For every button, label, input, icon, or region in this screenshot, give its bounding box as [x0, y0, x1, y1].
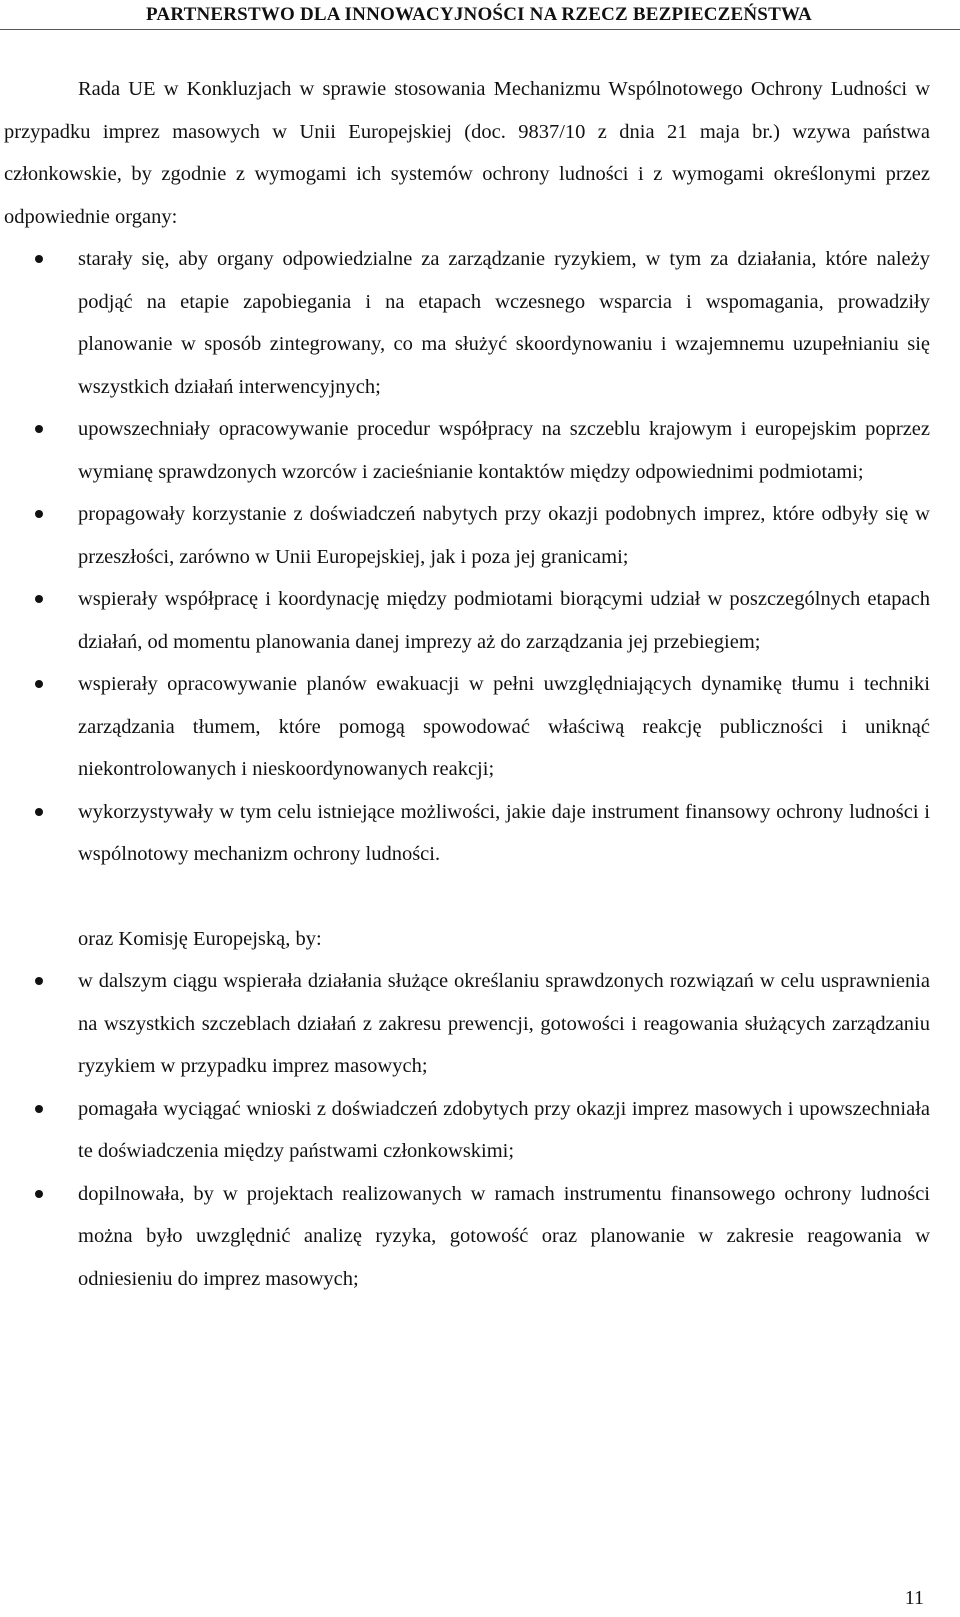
list-item	[4, 493, 930, 578]
list-item	[4, 791, 930, 876]
member-states-list	[4, 238, 930, 876]
page-number: 11	[904, 1587, 924, 1609]
list-item-text: wspierały współpracę i koordynację między podmiotami biorącymi udział w poszczególnych etapach działań, od momentu planowania danej imprezy aż do zarządzania jej przebiegiem;	[78, 588, 930, 653]
bullet-icon	[35, 977, 43, 985]
bullet-icon	[35, 808, 43, 816]
bullet-icon	[35, 1190, 43, 1198]
list-item-text: wykorzystywały w tym celu istniejące możliwości, jakie daje instrument finansowy ochrony ludności i wspólnotowy mechanizm ochrony ludności.	[78, 800, 930, 865]
bullet-icon	[35, 1105, 43, 1113]
list-item-text: dopilnowała, by w projektach realizowanych w ramach instrumentu finansowego ochrony ludności można było uwzględnić analizę ryzyka, gotowość oraz planowanie w zakresie reagowania w odniesieniu do imprez masowych;	[78, 1182, 930, 1290]
list-item	[4, 1088, 930, 1173]
list-item-text: propagowały korzystanie z doświadczeń nabytych przy okazji podobnych imprez, które odbyły się w przeszłości, zarówno w Unii Europejskiej, jak i poza jej granicami;	[78, 503, 930, 568]
header-title: PARTNERSTWO DLA INNOWACYJNOŚCI NA RZECZ BEZPIECZEŃSTWA	[146, 4, 812, 25]
bullet-icon	[35, 510, 43, 518]
commission-list	[4, 960, 930, 1300]
list-item	[4, 238, 930, 408]
intro-paragraph: Rada UE w Konkluzjach w sprawie stosowania Mechanizmu Wspólnotowego Ochrony Ludności w przypadku imprez masowych w Unii Europejskiej (doc. 9837/10 z dnia 21 maja br.) wzywa państwa członkowskie, by zgodnie z wymogami ich systemów ochrony ludności i z wymogami określonymi przez odpowiednie organy:	[4, 78, 930, 228]
bullet-icon	[35, 680, 43, 688]
list-item-text: starały się, aby organy odpowiedzialne za zarządzanie ryzykiem, w tym za działania, które należy podjąć na etapie zapobiegania i na etapach wczesnego wsparcia i wspomagania, prowadziły planowanie w sposób zintegrowany, co ma służyć skoordynowaniu i wzajemnemu uzupełnianiu się wszystkich działań interwencyjnych;	[78, 248, 930, 398]
list-item-text: w dalszym ciągu wspierała działania służące określaniu sprawdzonych rozwiązań w celu usprawnienia na wszystkich szczeblach działań z zakresu prewencji, gotowości i reagowania służących zarządzaniu ryzykiem w przypadku imprez masowych;	[78, 970, 930, 1077]
list-item	[4, 578, 930, 663]
bullet-icon	[35, 425, 43, 433]
bullet-icon	[35, 255, 43, 263]
list-item	[4, 663, 930, 791]
commission-lead: oraz Komisję Europejską, by:	[78, 927, 322, 950]
list-item	[4, 1173, 930, 1301]
list-item-text: wspierały opracowywanie planów ewakuacji w pełni uwzględniających dynamikę tłumu i techniki zarządzania tłumem, które pomogą spowodować właściwą reakcję publiczności i uniknąć niekontrolowanych i nieskoordynowanych reakcji;	[78, 673, 930, 780]
document-body	[4, 68, 930, 1300]
page-header	[0, 0, 960, 30]
list-item-text: upowszechniały opracowywanie procedur współpracy na szczeblu krajowym i europejskim poprzez wymianę sprawdzonych wzorców i zacieśnianie kontaktów między odpowiednimi podmiotami;	[78, 418, 930, 483]
list-item	[4, 960, 930, 1088]
list-item	[4, 408, 930, 493]
list-item-text: pomagała wyciągać wnioski z doświadczeń zdobytych przy okazji imprez masowych i upowszechniała te doświadczenia między państwami członkowskimi;	[78, 1097, 930, 1162]
bullet-icon	[35, 595, 43, 603]
